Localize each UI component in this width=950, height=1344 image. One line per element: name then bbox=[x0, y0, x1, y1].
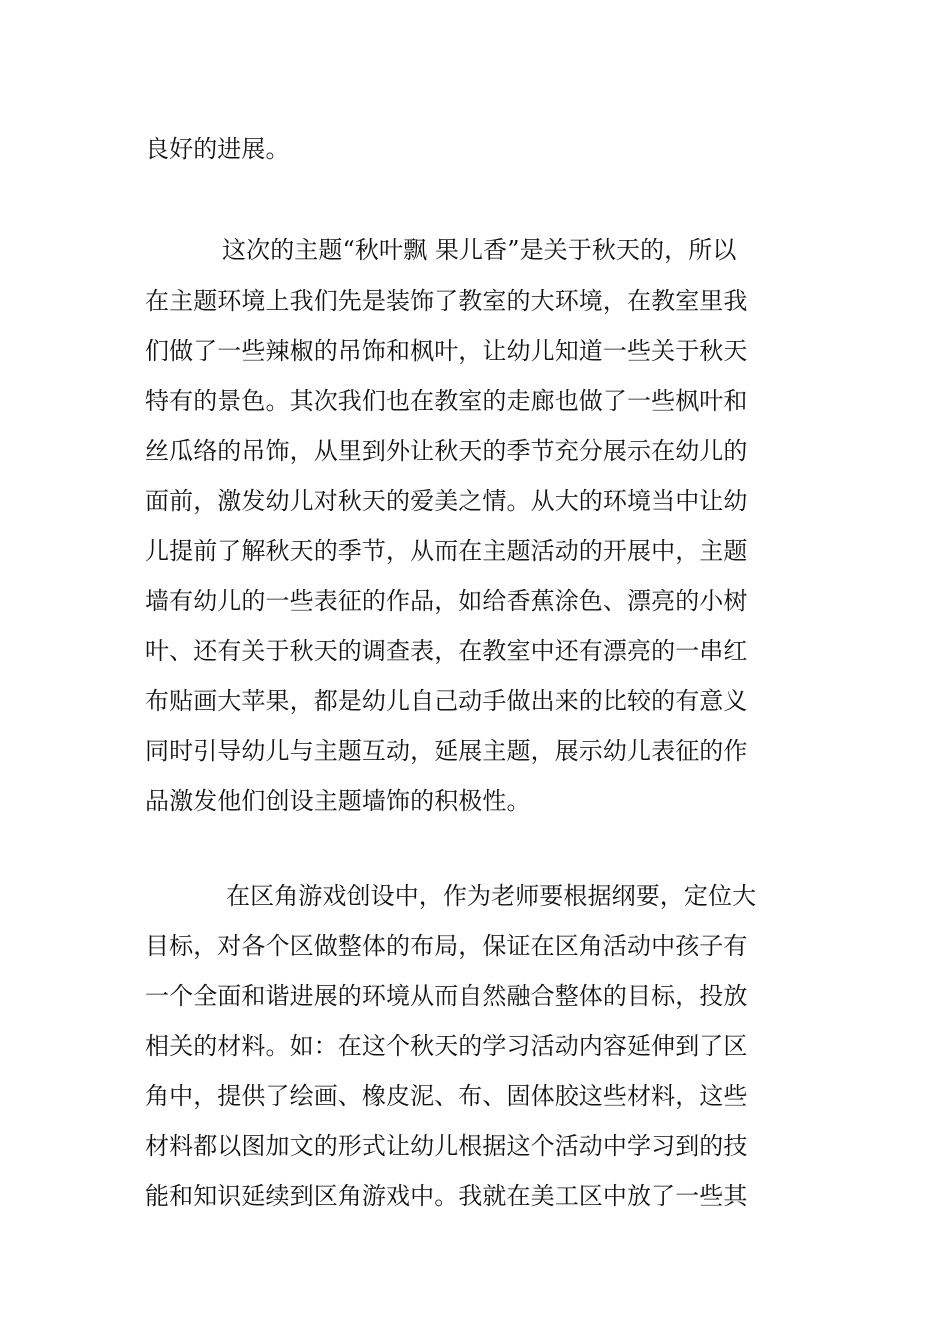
paragraph-2-line-2: 在主题环境上我们先是装饰了教室的大环境，在教室里我 bbox=[145, 287, 748, 315]
paragraph-2-line-7: 儿提前了解秋天的季节，从而在主题活动的开展中，主题 bbox=[145, 537, 748, 565]
paragraph-2-line-12: 品激发他们创设主题墙饰的积极性。 bbox=[145, 787, 531, 815]
paragraph-2-line-6: 面前，激发幼儿对秋天的爱美之情。从大的环境当中让幼 bbox=[145, 487, 748, 515]
paragraph-2-line-11: 同时引导幼儿与主题互动，延展主题，展示幼儿表征的作 bbox=[145, 737, 748, 765]
paragraph-3-line-6: 材料都以图加文的形式让幼儿根据这个活动中学习到的技 bbox=[145, 1132, 748, 1160]
paragraph-2-line-10: 布贴画大苹果，都是幼儿自己动手做出来的比较的有意义 bbox=[145, 687, 748, 715]
paragraph-3-line-4: 相关的材料。如：在这个秋天的学习活动内容延伸到了区 bbox=[145, 1032, 748, 1060]
paragraph-2-line-1: 这次的主题“秋叶飘 果儿香”是关于秋天的，所以 bbox=[222, 236, 737, 264]
paragraph-3-line-1: 在区角游戏创设中，作为老师要根据纲要，定位大 bbox=[226, 882, 757, 910]
paragraph-2-line-5: 丝瓜络的吊饰，从里到外让秋天的季节充分展示在幼儿的 bbox=[145, 437, 748, 465]
paragraph-3-line-7: 能和知识延续到区角游戏中。我就在美工区中放了一些其 bbox=[145, 1182, 748, 1210]
paragraph-2-line-9: 叶、还有关于秋天的调查表，在教室中还有漂亮的一串红 bbox=[145, 637, 748, 665]
paragraph-2-line-3: 们做了一些辣椒的吊饰和枫叶，让幼儿知道一些关于秋天 bbox=[145, 337, 748, 365]
paragraph-3-line-2: 目标，对各个区做整体的布局，保证在区角活动中孩子有 bbox=[145, 932, 748, 960]
paragraph-2-line-8: 墙有幼儿的一些表征的作品，如给香蕉涂色、漂亮的小树 bbox=[145, 587, 748, 615]
paragraph-3-line-3: 一个全面和谐进展的环境从而自然融合整体的目标，投放 bbox=[145, 982, 748, 1010]
paragraph-1-line-1: 良好的进展。 bbox=[145, 135, 290, 163]
paragraph-3-line-5: 角中，提供了绘画、橡皮泥、布、固体胶这些材料，这些 bbox=[145, 1082, 748, 1110]
paragraph-2-line-4: 特有的景色。其次我们也在教室的走廊也做了一些枫叶和 bbox=[145, 387, 748, 415]
